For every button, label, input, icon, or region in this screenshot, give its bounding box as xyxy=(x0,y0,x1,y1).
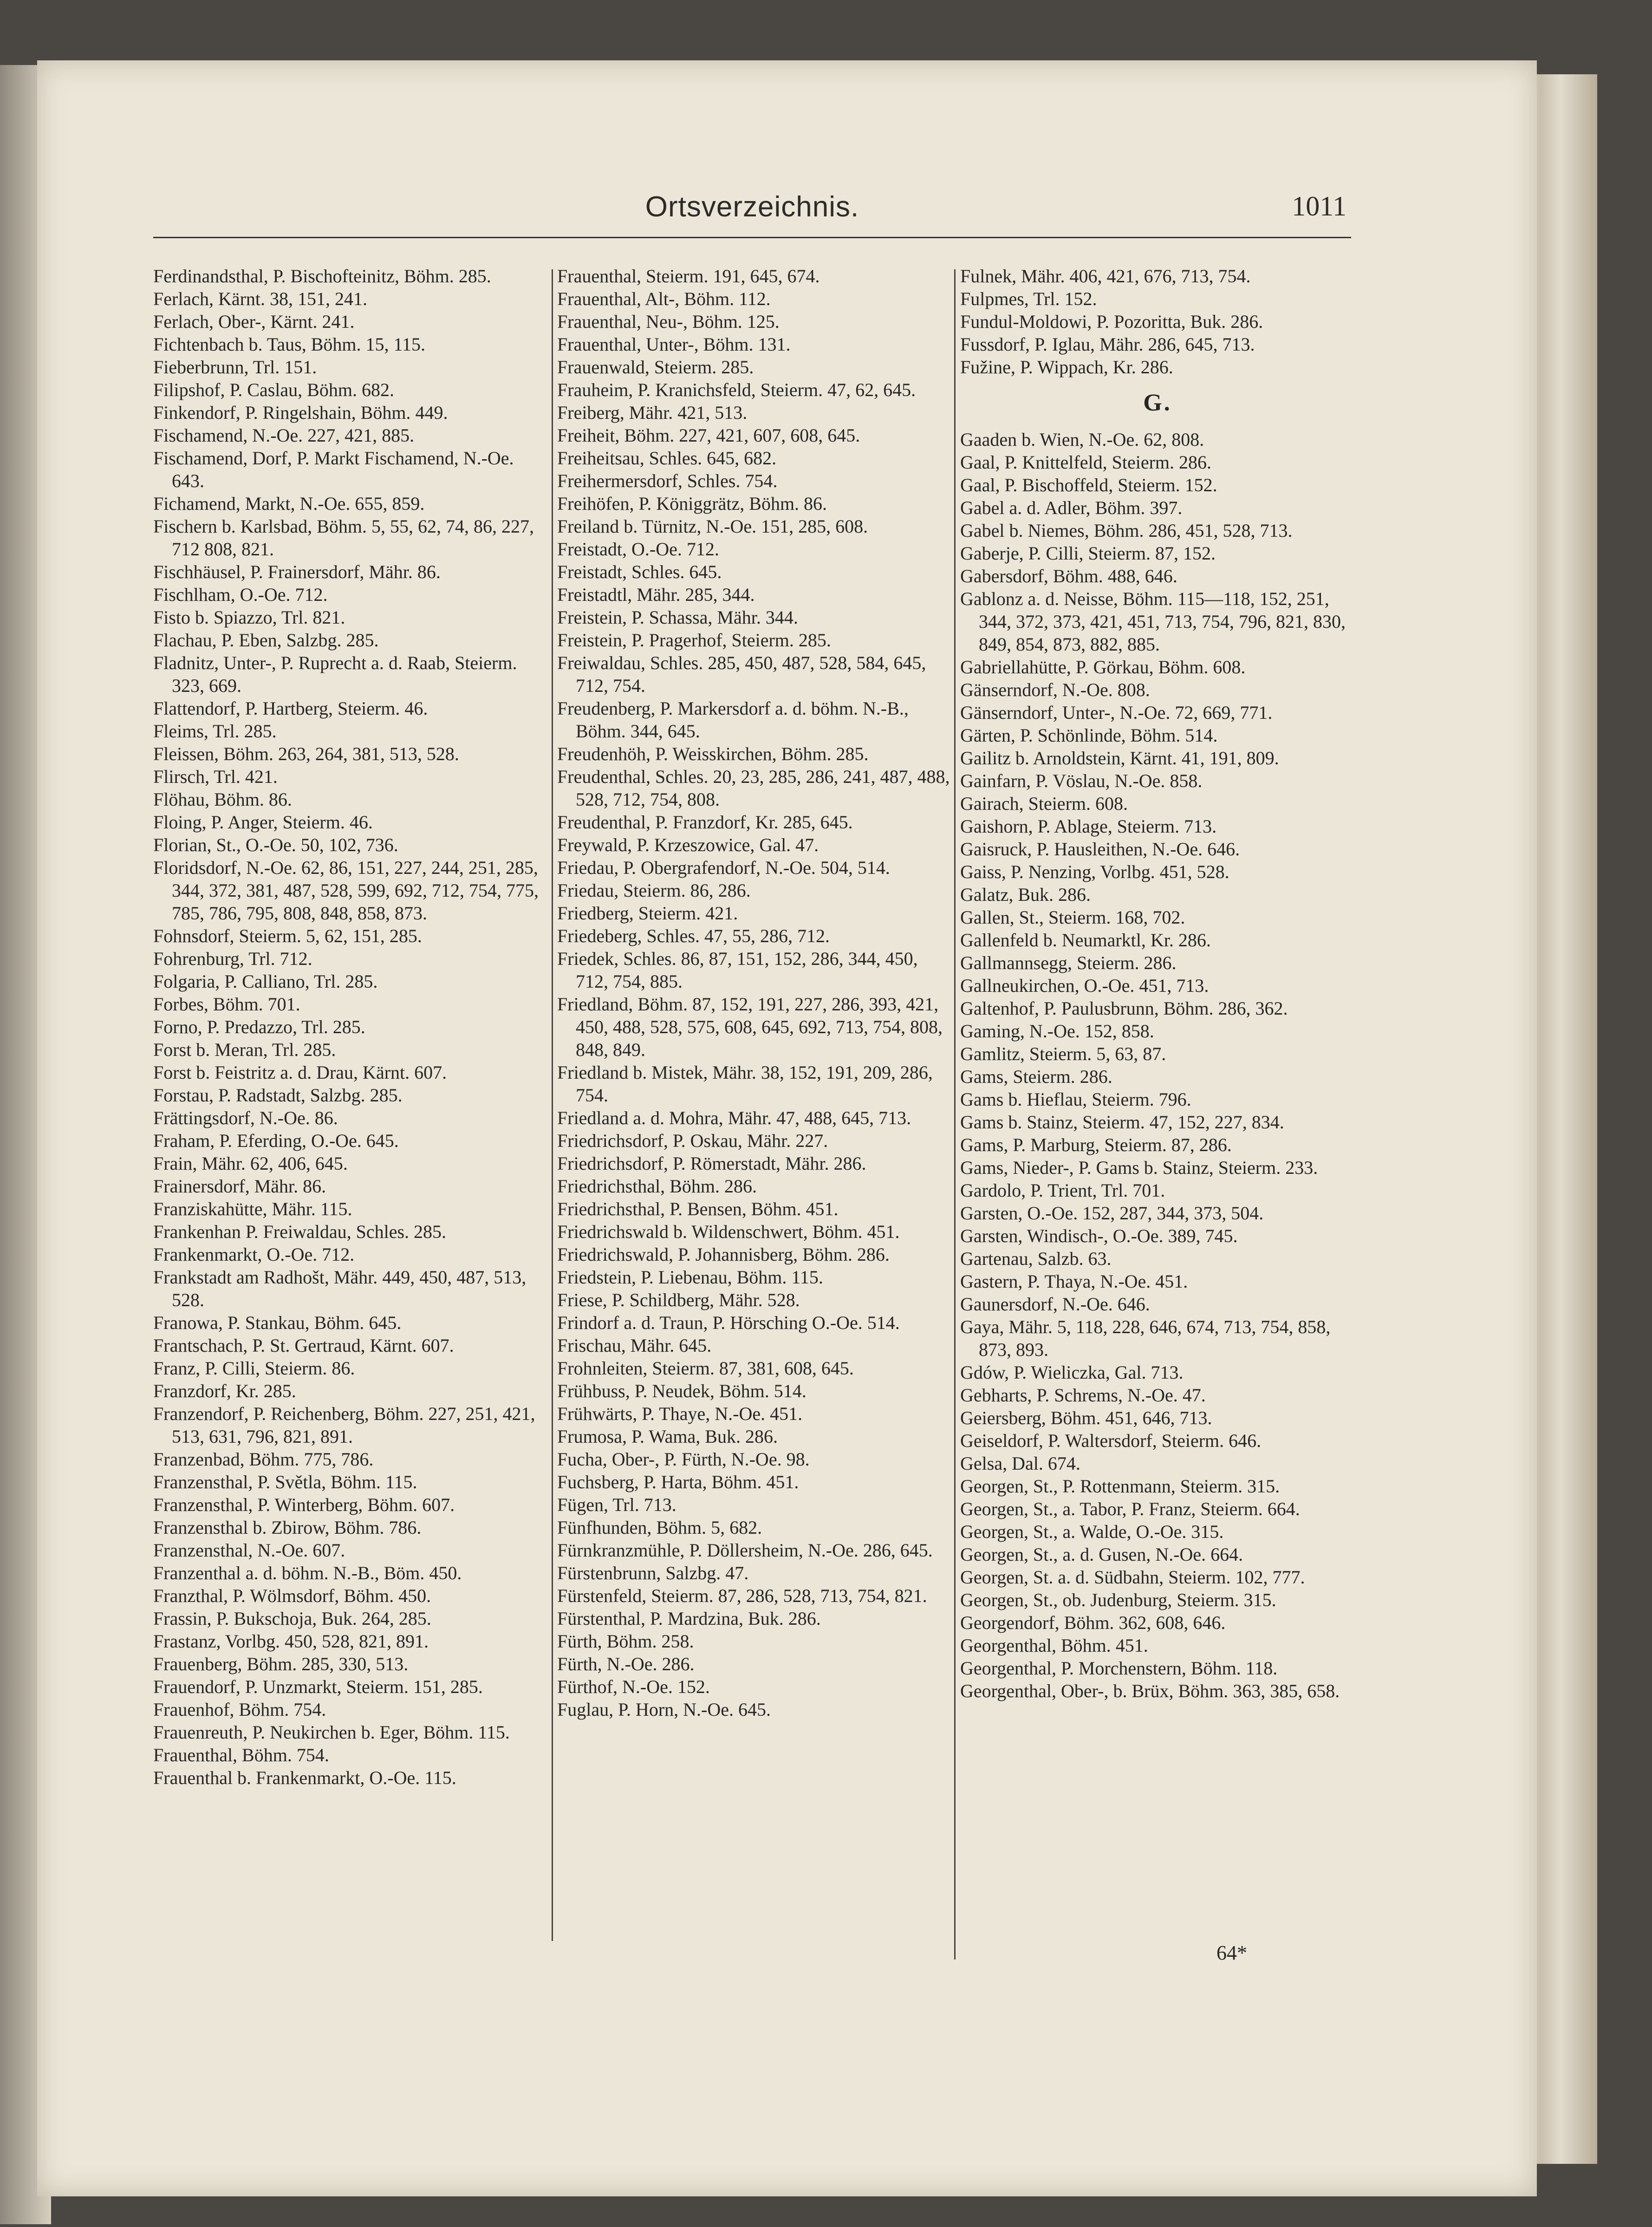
index-entry: Franzdorf, Kr. 285. xyxy=(153,1380,296,1401)
index-entry: Frohnleiten, Steierm. 87, 381, 608, 645. xyxy=(557,1358,854,1379)
index-entry: Fürth, Böhm. 258. xyxy=(557,1631,694,1652)
index-entry: Franzensthal b. Zbirow, Böhm. 786. xyxy=(153,1517,422,1538)
index-entry: Gardolo, P. Trient, Trl. 701. xyxy=(960,1180,1165,1201)
index-entry: Fügen, Trl. 713. xyxy=(557,1494,676,1515)
index-entry: Forst b. Meran, Trl. 285. xyxy=(153,1039,336,1060)
index-entry: Gallen, St., Steierm. 168, 702. xyxy=(960,907,1185,928)
index-entry: Franzenbad, Böhm. 775, 786. xyxy=(153,1449,374,1470)
index-entry: Folgaria, P. Calliano, Trl. 285. xyxy=(153,971,378,992)
index-entry: Freudenthal, P. Franzdorf, Kr. 285, 645. xyxy=(557,812,853,833)
index-entry: Fladnitz, Unter-, P. Ruprecht a. d. Raab, Steierm. 323, 669. xyxy=(153,652,517,696)
index-entry: Fisto b. Spiazzo, Trl. 821. xyxy=(153,607,345,628)
index-entry: Gaberje, P. Cilli, Steierm. 87, 152. xyxy=(960,543,1216,564)
index-entry: Gairach, Steierm. 608. xyxy=(960,793,1128,814)
index-entry: Gablonz a. d. Neisse, Böhm. 115—118, 152, 251, 344, 372, 373, 421, 451, 713, 754, 796, 821, 830, 849, 854, 873, 882, 885. xyxy=(960,588,1346,655)
index-entry: Frauenreuth, P. Neukirchen b. Eger, Böhm. 115. xyxy=(153,1722,510,1743)
index-entry: Forst b. Feistritz a. d. Drau, Kärnt. 607. xyxy=(153,1062,447,1083)
index-entry: Gaunersdorf, N.-Oe. 646. xyxy=(960,1294,1150,1315)
index-entry: Frauenthal, Unter-, Böhm. 131. xyxy=(557,334,791,355)
index-entry: Gams, Steierm. 286. xyxy=(960,1066,1112,1087)
index-entry: Gaal, P. Knittelfeld, Steierm. 286. xyxy=(960,452,1212,473)
index-entry: Freiheit, Böhm. 227, 421, 607, 608, 645. xyxy=(557,425,860,446)
index-entry: Freistadt, Schles. 645. xyxy=(557,561,722,582)
index-entry: Fischern b. Karlsbad, Böhm. 5, 55, 62, 74, 86, 227, 712 808, 821. xyxy=(153,516,534,560)
index-entry: Franziskahütte, Mähr. 115. xyxy=(153,1198,352,1219)
index-entry: Frättingsdorf, N.-Oe. 86. xyxy=(153,1107,338,1128)
index-entry: Friese, P. Schildberg, Mähr. 528. xyxy=(557,1289,800,1310)
index-entry: Freistein, P. Pragerhof, Steierm. 285. xyxy=(557,630,831,651)
index-column-3-body xyxy=(960,428,1355,1702)
page-title: Ortsverzeichnis. xyxy=(645,191,859,223)
index-entry: Frassin, P. Bukschoja, Buk. 264, 285. xyxy=(153,1608,431,1629)
index-entry: Florian, St., O.-Oe. 50, 102, 736. xyxy=(153,834,398,855)
index-entry: Friedrichsdorf, P. Oskau, Mähr. 227. xyxy=(557,1130,828,1151)
index-entry: Freistadt, O.-Oe. 712. xyxy=(557,539,719,560)
column-divider xyxy=(552,269,553,1941)
index-entry: Freiberg, Mähr. 421, 513. xyxy=(557,402,748,423)
index-entry: Friedau, Steierm. 86, 286. xyxy=(557,880,751,901)
page-number: 1011 xyxy=(1292,191,1346,221)
index-entry: Frauheim, P. Kranichsfeld, Steierm. 47, 62, 645. xyxy=(557,379,916,400)
index-entry: Fischlham, O.-Oe. 712. xyxy=(153,584,328,605)
index-entry: Geiseldorf, P. Waltersdorf, Steierm. 646. xyxy=(960,1430,1262,1451)
index-entry: Freudenthal, Schles. 20, 23, 285, 286, 241, 487, 488, 528, 712, 754, 808. xyxy=(557,766,950,810)
index-entry: Fürstenbrunn, Salzbg. 47. xyxy=(557,1563,749,1583)
index-entry: Friedeberg, Schles. 47, 55, 286, 712. xyxy=(557,925,830,946)
index-entry: Frischau, Mähr. 645. xyxy=(557,1335,712,1356)
index-entry: Frühbuss, P. Neudek, Böhm. 514. xyxy=(557,1380,806,1401)
index-entry: Fürth, N.-Oe. 286. xyxy=(557,1654,695,1674)
index-entry: Friedrichswald, P. Johannisberg, Böhm. 286. xyxy=(557,1244,890,1265)
index-entry: Fichtenbach b. Taus, Böhm. 15, 115. xyxy=(153,334,426,355)
index-entry: Galatz, Buk. 286. xyxy=(960,884,1091,905)
index-entry: Gamlitz, Steierm. 5, 63, 87. xyxy=(960,1043,1166,1064)
index-entry: Fichamend, Markt, N.-Oe. 655, 859. xyxy=(153,493,425,514)
index-entry: Frantschach, P. St. Gertraud, Kärnt. 607. xyxy=(153,1335,454,1356)
index-entry: Gaishorn, P. Ablage, Steierm. 713. xyxy=(960,816,1217,837)
index-entry: Friedau, P. Obergrafendorf, N.-Oe. 504, 514. xyxy=(557,857,890,878)
index-entry: Franzensthal, N.-Oe. 607. xyxy=(153,1540,345,1561)
index-entry: Georgenthal, P. Morchenstern, Böhm. 118. xyxy=(960,1658,1278,1679)
index-entry: Freudenhöh, P. Weisskirchen, Böhm. 285. xyxy=(557,743,869,764)
index-entry: Gabersdorf, Böhm. 488, 646. xyxy=(960,566,1177,586)
index-entry: Gabel b. Niemes, Böhm. 286, 451, 528, 713. xyxy=(960,520,1293,541)
index-entry: Gaal, P. Bischoffeld, Steierm. 152. xyxy=(960,475,1217,495)
index-entry: Fohnsdorf, Steierm. 5, 62, 151, 285. xyxy=(153,925,422,946)
index-entry: Frauenthal, Steierm. 191, 645, 674. xyxy=(557,266,820,287)
index-entry: Franzenthal a. d. böhm. N.-B., Böm. 450. xyxy=(153,1563,462,1583)
index-entry: Fieberbrunn, Trl. 151. xyxy=(153,357,317,378)
index-entry: Fischamend, N.-Oe. 227, 421, 885. xyxy=(153,425,415,446)
index-entry: Ferlach, Ober-, Kärnt. 241. xyxy=(153,311,355,332)
index-entry: Gebharts, P. Schrems, N.-Oe. 47. xyxy=(960,1385,1206,1406)
index-entry: Friedland b. Mistek, Mähr. 38, 152, 191, 209, 286, 754. xyxy=(557,1062,933,1106)
index-entry: Gaaden b. Wien, N.-Oe. 62, 808. xyxy=(960,429,1204,450)
index-column-2 xyxy=(557,265,952,1721)
index-entry: Gaming, N.-Oe. 152, 858. xyxy=(960,1021,1154,1042)
index-entry: Garsten, Windisch-, O.-Oe. 389, 745. xyxy=(960,1225,1238,1246)
index-entry: Gastern, P. Thaya, N.-Oe. 451. xyxy=(960,1271,1188,1292)
index-entry: Gdów, P. Wieliczka, Gal. 713. xyxy=(960,1362,1184,1383)
index-entry: Georgen, St., a. Tabor, P. Franz, Steierm. 664. xyxy=(960,1498,1300,1519)
index-entry: Frainersdorf, Mähr. 86. xyxy=(153,1176,326,1197)
index-entry: Galtenhof, P. Paulusbrunn, Böhm. 286, 362. xyxy=(960,998,1288,1019)
index-entry: Fundul-Moldowi, P. Pozoritta, Buk. 286. xyxy=(960,311,1263,332)
index-entry: Fuchsberg, P. Harta, Böhm. 451. xyxy=(557,1472,799,1492)
index-entry: Gelsa, Dal. 674. xyxy=(960,1453,1080,1474)
index-entry: Geiersberg, Böhm. 451, 646, 713. xyxy=(960,1407,1212,1428)
index-entry: Gärten, P. Schönlinde, Böhm. 514. xyxy=(960,725,1218,746)
index-entry: Georgenthal, Ober-, b. Brüx, Böhm. 363, 385, 658. xyxy=(960,1680,1340,1701)
index-entry: Fleissen, Böhm. 263, 264, 381, 513, 528. xyxy=(153,743,459,764)
index-entry: Gaiss, P. Nenzing, Vorlbg. 451, 528. xyxy=(960,861,1229,882)
index-entry: Ferdinandsthal, P. Bischofteinitz, Böhm. 285. xyxy=(153,266,491,287)
index-entry: Fleims, Trl. 285. xyxy=(153,721,277,742)
index-entry: Frauenthal b. Frankenmarkt, O.-Oe. 115. xyxy=(153,1767,456,1788)
index-entry: Gams, Nieder-, P. Gams b. Stainz, Steierm. 233. xyxy=(960,1157,1318,1178)
index-entry: Gabel a. d. Adler, Böhm. 397. xyxy=(960,497,1183,518)
index-entry: Fulnek, Mähr. 406, 421, 676, 713, 754. xyxy=(960,266,1251,287)
index-entry: Frauenthal, Neu-, Böhm. 125. xyxy=(557,311,780,332)
index-entry: Georgendorf, Böhm. 362, 608, 646. xyxy=(960,1612,1226,1633)
index-entry: Frauendorf, P. Unzmarkt, Steierm. 151, 285. xyxy=(153,1676,483,1697)
index-entry: Flöhau, Böhm. 86. xyxy=(153,789,292,810)
index-entry: Friedstein, P. Liebenau, Böhm. 115. xyxy=(557,1267,823,1288)
index-entry: Fuglau, P. Horn, N.-Oe. 645. xyxy=(557,1699,771,1720)
index-entry: Gaisruck, P. Hausleithen, N.-Oe. 646. xyxy=(960,839,1240,860)
index-entry: Gaya, Mähr. 5, 118, 228, 646, 674, 713, 754, 858, 873, 893. xyxy=(960,1316,1331,1360)
index-entry: Fürthof, N.-Oe. 152. xyxy=(557,1676,710,1697)
index-entry: Flattendorf, P. Hartberg, Steierm. 46. xyxy=(153,698,428,719)
index-entry: Frastanz, Vorlbg. 450, 528, 821, 891. xyxy=(153,1631,429,1652)
index-entry: Gams, P. Marburg, Steierm. 87, 286. xyxy=(960,1134,1232,1155)
index-entry: Franzensthal, P. Winterberg, Böhm. 607. xyxy=(153,1494,455,1515)
index-entry: Frankenmarkt, O.-Oe. 712. xyxy=(153,1244,355,1265)
index-entry: Fraham, P. Eferding, O.-Oe. 645. xyxy=(153,1130,399,1151)
index-entry: Freywald, P. Krzeszowice, Gal. 47. xyxy=(557,834,819,855)
index-entry: Fischhäusel, P. Frainersdorf, Mähr. 86. xyxy=(153,561,441,582)
column-divider xyxy=(954,269,956,1960)
index-entry: Franzendorf, P. Reichenberg, Böhm. 227, 251, 421, 513, 631, 796, 821, 891. xyxy=(153,1403,535,1447)
index-entry: Gams b. Hieflau, Steierm. 796. xyxy=(960,1089,1191,1110)
index-entry: Gainfarn, P. Vöslau, N.-Oe. 858. xyxy=(960,770,1203,791)
index-entry: Finkendorf, P. Ringelshain, Böhm. 449. xyxy=(153,402,448,423)
index-entry: Frauenberg, Böhm. 285, 330, 513. xyxy=(153,1654,409,1674)
index-entry: Friedrichsthal, P. Bensen, Böhm. 451. xyxy=(557,1198,839,1219)
index-entry: Georgen, St., a. Walde, O.-Oe. 315. xyxy=(960,1521,1224,1542)
index-entry: Friedland a. d. Mohra, Mähr. 47, 488, 645, 713. xyxy=(557,1107,911,1128)
index-entry: Fürstenfeld, Steierm. 87, 286, 528, 713, 754, 821. xyxy=(557,1585,927,1606)
index-entry: Freistein, P. Schassa, Mähr. 344. xyxy=(557,607,798,628)
index-entry: Gartenau, Salzb. 63. xyxy=(960,1248,1112,1269)
index-entry: Fucha, Ober-, P. Fürth, N.-Oe. 98. xyxy=(557,1449,810,1470)
index-entry: Ferlach, Kärnt. 38, 151, 241. xyxy=(153,288,368,309)
index-entry: Filipshof, P. Caslau, Böhm. 682. xyxy=(153,379,394,400)
index-entry: Franz, P. Cilli, Steierm. 86. xyxy=(153,1358,355,1379)
index-entry: Flachau, P. Eben, Salzbg. 285. xyxy=(153,630,379,651)
index-entry: Frumosa, P. Wama, Buk. 286. xyxy=(557,1426,778,1447)
index-entry: Friedrichsthal, Böhm. 286. xyxy=(557,1176,757,1197)
index-entry: Floridsdorf, N.-Oe. 62, 86, 151, 227, 244, 251, 285, 344, 372, 381, 487, 528, 599, 692, 712, 754, 775, 785, 786, 795, 808, 848, 858, 873. xyxy=(153,857,539,924)
index-entry: Freihermersdorf, Schles. 754. xyxy=(557,470,778,491)
index-entry: Freiheitsau, Schles. 645, 682. xyxy=(557,448,777,469)
index-entry: Freudenberg, P. Markersdorf a. d. böhm. N.-B., Böhm. 344, 645. xyxy=(557,698,909,742)
index-entry: Frauenhof, Böhm. 754. xyxy=(153,1699,326,1720)
index-entry: Fischamend, Dorf, P. Markt Fischamend, N.-Oe. 643. xyxy=(153,448,514,491)
index-entry: Fulpmes, Trl. 152. xyxy=(960,288,1097,309)
index-entry: Franzthal, P. Wölmsdorf, Böhm. 450. xyxy=(153,1585,431,1606)
index-entry: Forstau, P. Radstadt, Salzbg. 285. xyxy=(153,1085,403,1106)
index-entry: Gams b. Stainz, Steierm. 47, 152, 227, 834. xyxy=(960,1112,1284,1133)
index-entry: Gallenfeld b. Neumarktl, Kr. 286. xyxy=(960,930,1211,951)
index-entry: Flirsch, Trl. 421. xyxy=(153,766,278,787)
index-entry: Frain, Mähr. 62, 406, 645. xyxy=(153,1153,348,1174)
index-entry: Friedland, Böhm. 87, 152, 191, 227, 286, 393, 421, 450, 488, 528, 575, 608, 645, 692, 713, 754, 808, 848, 849. xyxy=(557,994,943,1060)
index-entry: Georgen, St., ob. Judenburg, Steierm. 315. xyxy=(960,1589,1276,1610)
index-entry: Franowa, P. Stankau, Böhm. 645. xyxy=(153,1312,402,1333)
index-entry: Gänserndorf, Unter-, N.-Oe. 72, 669, 771. xyxy=(960,702,1273,723)
index-entry: Georgen, St., a. d. Gusen, N.-Oe. 664. xyxy=(960,1544,1243,1565)
index-column-3-top xyxy=(960,265,1355,378)
section-letter: G. xyxy=(1143,390,1172,416)
index-entry: Friedek, Schles. 86, 87, 151, 152, 286, 344, 450, 712, 754, 885. xyxy=(557,948,918,992)
index-entry: Frühwärts, P. Thaye, N.-Oe. 451. xyxy=(557,1403,803,1424)
index-entry: Georgen, St. a. d. Südbahn, Steierm. 102, 777. xyxy=(960,1567,1305,1588)
index-entry: Fužine, P. Wippach, Kr. 286. xyxy=(960,357,1173,378)
index-entry: Forno, P. Predazzo, Trl. 285. xyxy=(153,1016,365,1037)
index-entry: Friedrichsdorf, P. Römerstadt, Mähr. 286. xyxy=(557,1153,866,1174)
index-entry: Freiwaldau, Schles. 285, 450, 487, 528, 584, 645, 712, 754. xyxy=(557,652,926,696)
index-entry: Frauenthal, Alt-, Böhm. 112. xyxy=(557,288,771,309)
index-entry: Fürstenthal, P. Mardzina, Buk. 286. xyxy=(557,1608,821,1629)
signature-mark: 64* xyxy=(1216,1941,1247,1964)
index-entry: Georgenthal, Böhm. 451. xyxy=(960,1635,1148,1656)
index-entry: Franzensthal, P. Světla, Böhm. 115. xyxy=(153,1472,417,1492)
index-entry: Friedberg, Steierm. 421. xyxy=(557,903,738,924)
index-entry: Frauenthal, Böhm. 754. xyxy=(153,1745,329,1765)
index-entry: Friedrichswald b. Wildenschwert, Böhm. 451. xyxy=(557,1221,900,1242)
index-column-1 xyxy=(153,265,548,1789)
index-entry: Frauenwald, Steierm. 285. xyxy=(557,357,754,378)
index-entry: Frankenhan P. Freiwaldau, Schles. 285. xyxy=(153,1221,447,1242)
index-entry: Gallmannsegg, Steierm. 286. xyxy=(960,952,1177,973)
index-entry: Forbes, Böhm. 701. xyxy=(153,994,300,1015)
index-entry: Fünfhunden, Böhm. 5, 682. xyxy=(557,1517,762,1538)
running-header xyxy=(153,181,1351,238)
index-entry: Freistadtl, Mähr. 285, 344. xyxy=(557,584,755,605)
index-entry: Garsten, O.-Oe. 152, 287, 344, 373, 504. xyxy=(960,1203,1264,1224)
index-entry: Gabriellahütte, P. Görkau, Böhm. 608. xyxy=(960,657,1246,677)
index-entry: Georgen, St., P. Rottenmann, Steierm. 315. xyxy=(960,1476,1280,1497)
index-entry: Fussdorf, P. Iglau, Mähr. 286, 645, 713. xyxy=(960,334,1255,355)
index-entry: Gailitz b. Arnoldstein, Kärnt. 41, 191, 809. xyxy=(960,748,1279,768)
index-entry: Frankstadt am Radhošt, Mähr. 449, 450, 487, 513, 528. xyxy=(153,1267,527,1310)
index-entry: Freihöfen, P. Königgrätz, Böhm. 86. xyxy=(557,493,827,514)
index-entry: Gallneukirchen, O.-Oe. 451, 713. xyxy=(960,975,1209,996)
index-entry: Freiland b. Türnitz, N.-Oe. 151, 285, 608. xyxy=(557,516,868,537)
index-entry: Frindorf a. d. Traun, P. Hörsching O.-Oe. 514. xyxy=(557,1312,900,1333)
index-entry: Floing, P. Anger, Steierm. 46. xyxy=(153,812,373,833)
index-entry: Fohrenburg, Trl. 712. xyxy=(153,948,312,969)
index-entry: Gänserndorf, N.-Oe. 808. xyxy=(960,679,1150,700)
index-entry: Fürnkranzmühle, P. Döllersheim, N.-Oe. 286, 645. xyxy=(557,1540,933,1561)
index-column-3 xyxy=(960,265,1355,1702)
